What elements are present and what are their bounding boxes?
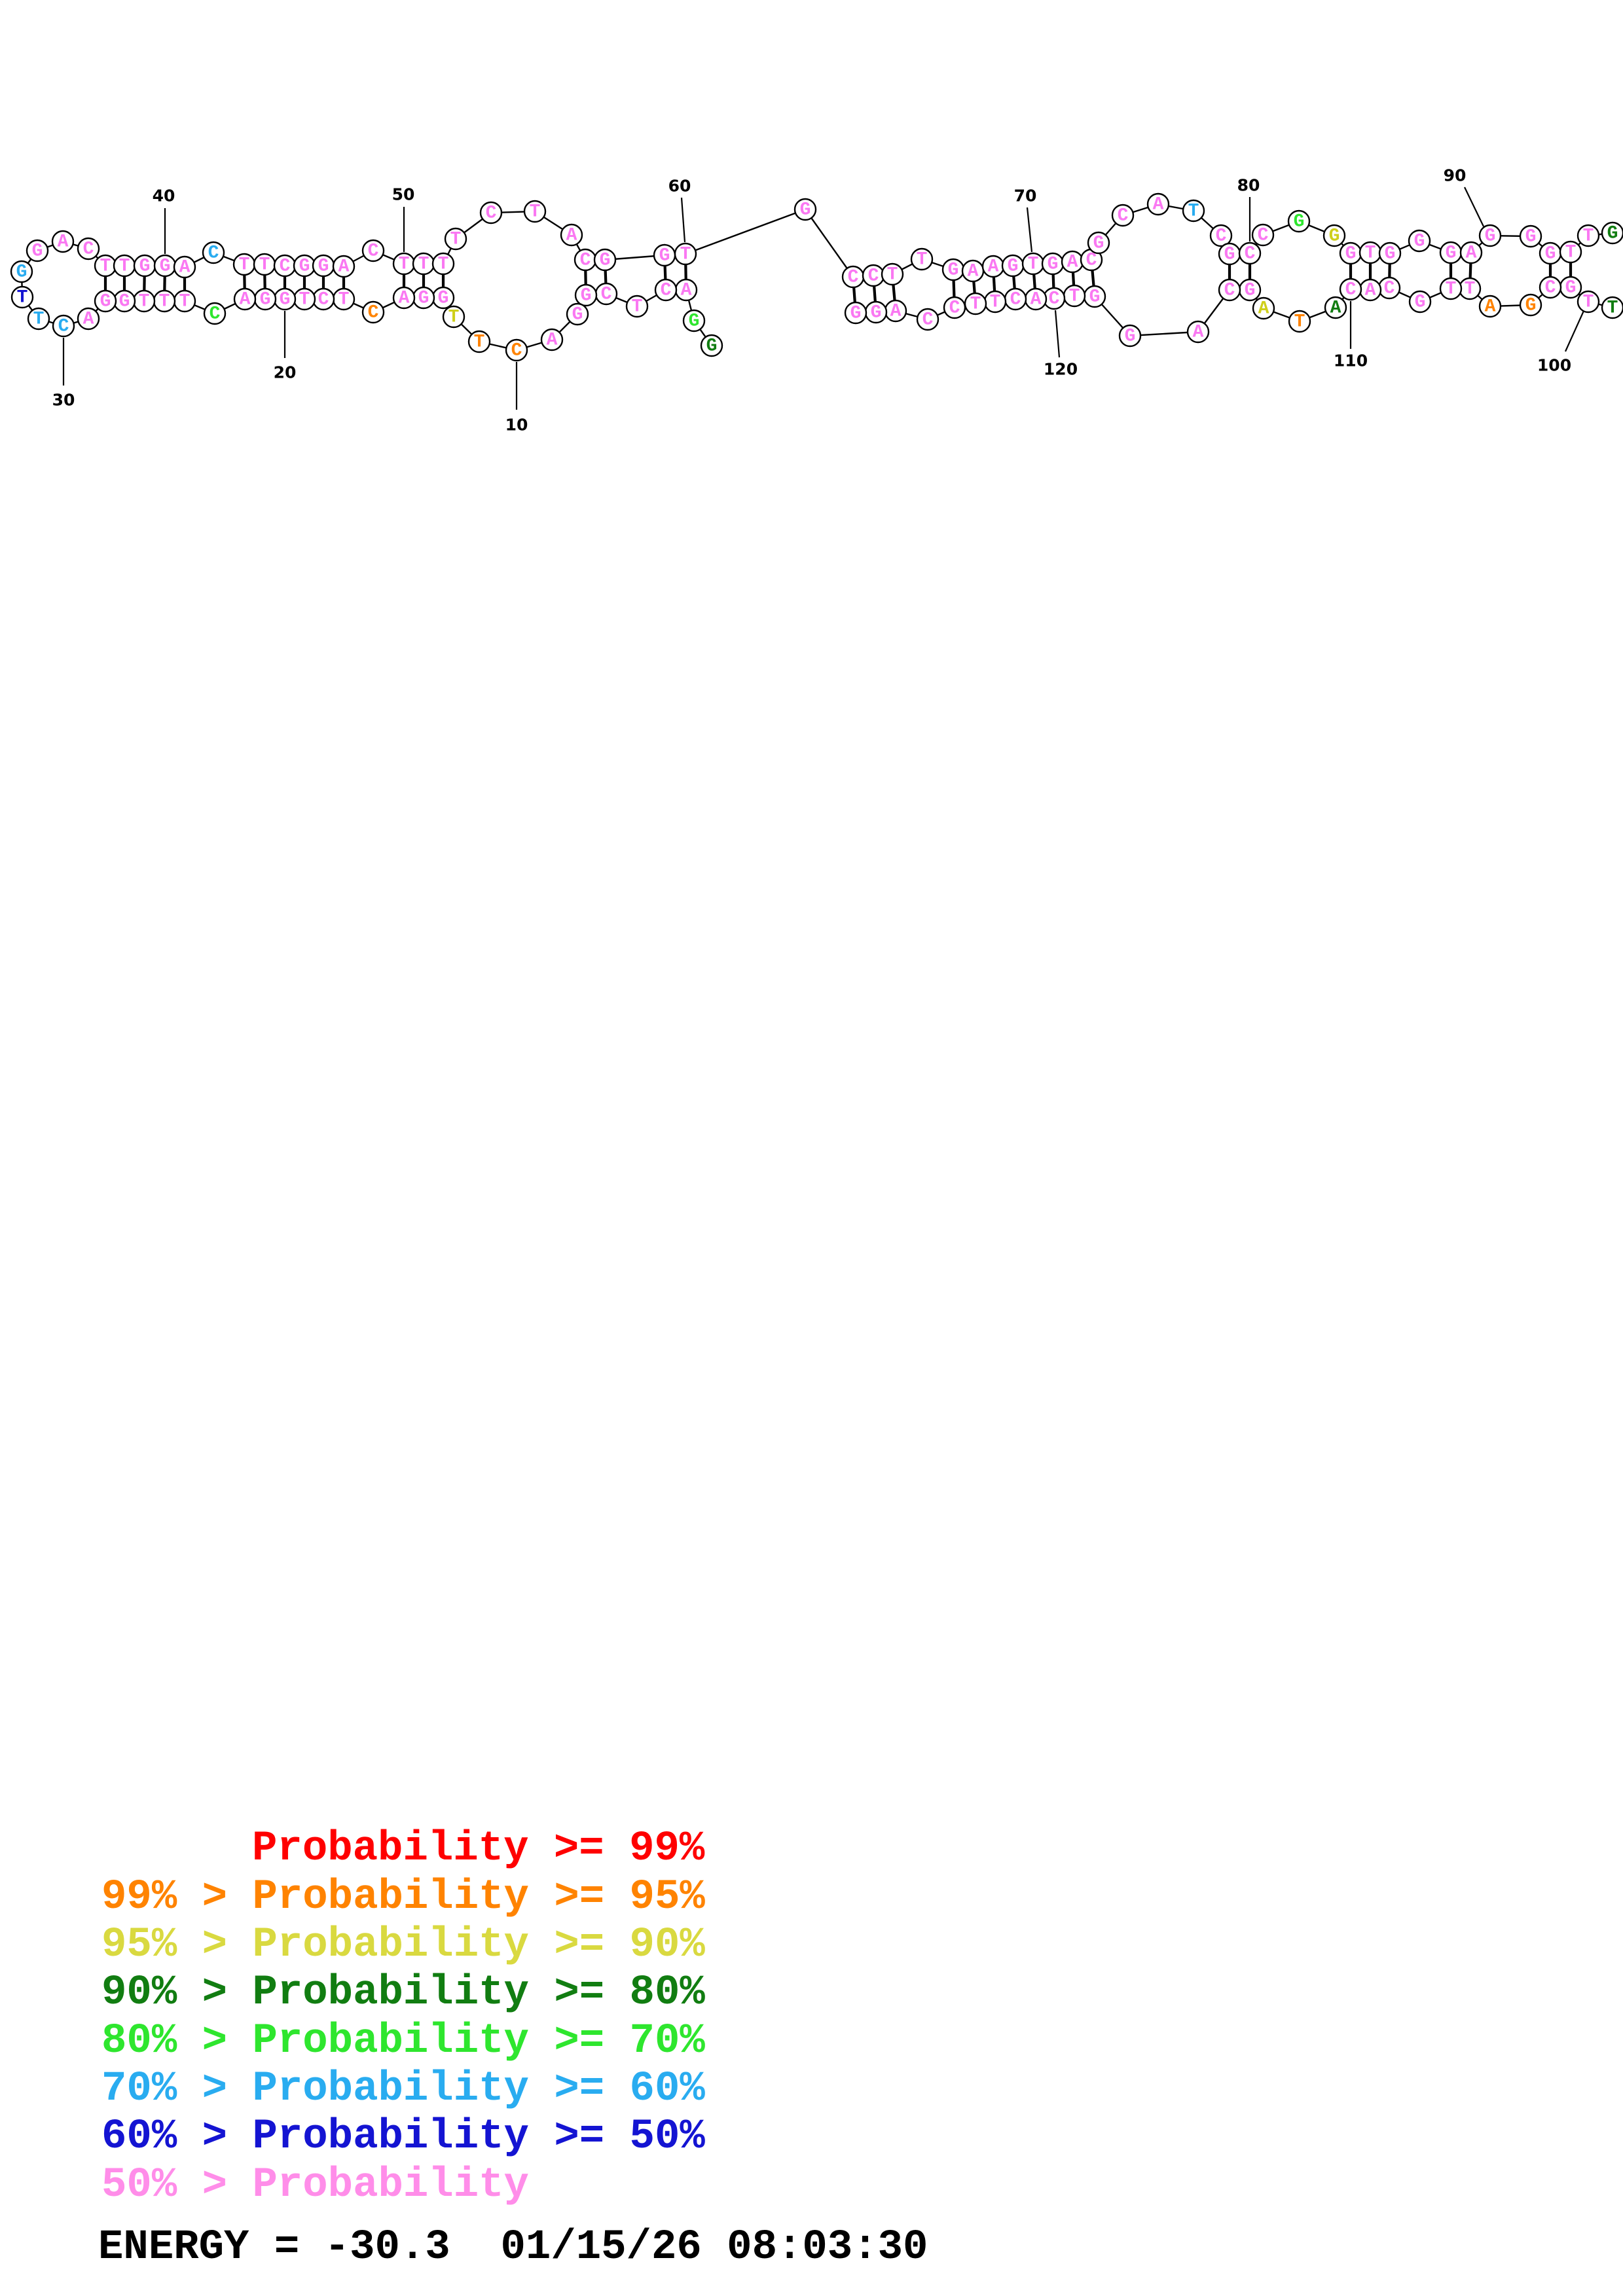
legend-line: 70% > Probability >= 60% (101, 2066, 705, 2113)
nucleotide-letter: G (1607, 223, 1618, 244)
nucleotide-letter: G (1413, 231, 1425, 252)
nucleotide-letter: T (119, 256, 130, 277)
nucleotide-letter: T (138, 291, 150, 312)
position-label-line (1465, 187, 1484, 226)
position-label: 30 (52, 390, 75, 410)
nucleotide-letter: A (82, 309, 94, 330)
nucleotide-letter: G (159, 256, 171, 277)
nucleotide-letter: G (850, 303, 862, 324)
nucleotide-letter: G (688, 311, 700, 332)
nucleotide-letter: C (209, 304, 221, 325)
nucleotide-letter: T (1068, 286, 1080, 307)
position-label: 40 (152, 186, 175, 206)
nucleotide-letter: C (922, 310, 934, 331)
nucleotide-letter: T (916, 249, 928, 270)
nucleotide-letter: G (1414, 292, 1426, 313)
legend-line: 80% > Probability >= 70% (101, 2018, 705, 2065)
position-label: 110 (1333, 351, 1368, 370)
nucleotide-letter: G (1224, 244, 1235, 265)
position-label: 50 (392, 185, 415, 204)
nucleotide-letter: A (890, 301, 902, 322)
position-label: 60 (668, 176, 691, 196)
nucleotide-letter: G (659, 245, 670, 266)
nucleotide-letter: C (279, 256, 291, 277)
nucleotide-letter: G (1328, 226, 1340, 247)
nucleotide-letter: G (318, 256, 329, 277)
position-label: 90 (1443, 166, 1467, 185)
position-label: 20 (273, 363, 297, 382)
energy-and-timestamp: ENERGY = -30.3 01/15/26 08:03:30 (98, 2224, 928, 2271)
nucleotide-letter: C (600, 284, 612, 305)
nucleotide-letter: T (1364, 243, 1376, 264)
nucleotide-letter: T (418, 254, 429, 275)
nucleotide-letter: T (1027, 254, 1039, 275)
backbone-edge (805, 209, 853, 277)
nucleotide-letter: G (119, 291, 130, 312)
nucleotide-letter: T (338, 289, 350, 310)
nucleotide-letter: A (1364, 280, 1376, 301)
nucleotide-letter: A (967, 261, 979, 282)
position-label-line (682, 198, 685, 242)
nucleotide-letter: A (987, 257, 999, 278)
nucleotide-letter: G (599, 250, 611, 271)
nucleotide-letter: T (970, 294, 981, 315)
nucleotide-letter: C (1345, 279, 1357, 300)
legend-line: 99% > Probability >= 95% (101, 1874, 705, 1921)
nucleotide-letter: A (680, 280, 692, 301)
nucleotide-letter: A (398, 288, 410, 309)
nucleotide-letter: G (279, 289, 291, 310)
nucleotide-letter: C (1215, 226, 1227, 247)
nucleotide-letter: T (989, 292, 1001, 313)
nucleotide-letter: G (1244, 280, 1256, 301)
nucleotide-letter: C (208, 243, 219, 264)
nucleotide-letter: A (338, 257, 350, 278)
nucleotide-letter: G (580, 285, 592, 306)
nucleotide-letter: G (1445, 243, 1457, 264)
nucleotide-letter: C (82, 239, 94, 260)
nucleotide-letter: C (1048, 289, 1060, 310)
nucleotide-letter: G (1525, 295, 1537, 316)
nucleotide-letter: C (847, 267, 859, 288)
nucleotide-letter: G (139, 256, 151, 277)
nucleotide-letter: G (1345, 243, 1357, 264)
nucleotide-letter: A (1192, 322, 1204, 343)
nucleotide-letter: G (1384, 243, 1396, 264)
nucleotide-letter: G (259, 289, 271, 310)
nucleotide-letter: T (1445, 279, 1457, 300)
nucleotide-letters (16, 195, 1618, 361)
nucleotide-letter: G (572, 304, 583, 325)
backbone-edges (22, 201, 1613, 350)
nucleotide-letter: T (1294, 312, 1305, 332)
nucleotide-letter: A (1152, 194, 1164, 215)
nucleotide-letter: G (706, 336, 718, 357)
nucleotide-letter: G (1525, 226, 1537, 247)
position-label-line (1027, 207, 1032, 252)
nucleotide-letter: T (529, 202, 541, 223)
nucleotide-letter: C (511, 340, 522, 361)
position-label: 10 (505, 415, 528, 435)
nucleotide-letter: T (1565, 242, 1577, 263)
nucleotide-letter: G (418, 288, 429, 309)
nucleotide-letter: G (1565, 278, 1577, 298)
nucleotide-letter: G (1293, 211, 1305, 232)
nucleotide-letter: G (437, 288, 449, 309)
nucleotide-letter: C (58, 316, 69, 337)
nucleotide-letter: A (239, 289, 251, 310)
nucleotide-letter: T (1464, 279, 1476, 300)
nucleotide-letter: T (1582, 292, 1594, 313)
nucleotide-letter: A (546, 330, 558, 351)
nucleotide-letter: T (16, 287, 28, 308)
nucleotide-letter: C (318, 289, 329, 310)
nucleotide-letter: T (1582, 226, 1594, 247)
nucleotide-letter: A (57, 232, 69, 253)
nucleotide-letter: T (179, 291, 191, 312)
backbone-edge (685, 209, 805, 254)
nucleotide-letter: G (31, 241, 43, 262)
nucleotide-letter: T (398, 254, 410, 275)
nucleotide-letter: G (1047, 254, 1059, 275)
legend-line: 90% > Probability >= 80% (101, 1969, 705, 2017)
nucleotide-letter: T (33, 309, 45, 330)
nucleotide-letter: A (566, 225, 577, 246)
nucleotide-letter: C (367, 302, 379, 323)
nucleotide-letter: A (1258, 298, 1269, 319)
nucleotide-letter: G (100, 291, 111, 312)
nucleotide-letter: T (238, 255, 250, 276)
nucleotide-letter: C (1257, 225, 1269, 246)
nucleotide-circles (11, 194, 1623, 361)
nucleotide-letter: A (1030, 289, 1042, 310)
legend-line: 60% > Probability >= 50% (101, 2113, 705, 2161)
nucleotide-letter: C (579, 250, 591, 271)
nucleotide-letter: A (1067, 252, 1078, 273)
nucleotide-letter: T (158, 291, 170, 312)
nucleotide-letter: C (1117, 206, 1129, 226)
nucleotide-letter: C (1224, 280, 1235, 301)
nucleotide-letter: T (1188, 201, 1199, 222)
nucleotide-letter: A (1330, 298, 1341, 319)
position-label-line (1565, 311, 1584, 351)
nucleotide-letter: G (799, 200, 811, 221)
nucleotide-letter: A (179, 257, 191, 278)
nucleotide-letter: A (1465, 243, 1477, 264)
nucleotide-letter: T (100, 256, 111, 277)
nucleotide-letter: C (1383, 278, 1395, 299)
nucleotide-letter: G (947, 260, 959, 281)
nucleotide-letter: T (437, 254, 449, 275)
nucleotide-letter: C (367, 241, 379, 262)
nucleotide-letter: C (1244, 243, 1256, 264)
nucleotide-letter: T (631, 296, 643, 317)
nucleotide-letter: G (870, 302, 882, 323)
nucleotide-letter: T (299, 289, 310, 310)
nucleotide-letter: C (1085, 250, 1097, 271)
position-label-line (1055, 310, 1059, 357)
nucleotide-letter: C (1010, 289, 1021, 310)
nucleotide-letter: G (1124, 326, 1136, 347)
position-label: 120 (1043, 359, 1078, 379)
nucleotide-letter: T (473, 332, 485, 353)
nucleotide-letter: G (1089, 287, 1101, 308)
legend-line: 50% > Probability (101, 2162, 529, 2209)
nucleotide-letter: G (1093, 233, 1104, 254)
nucleotide-letter: T (450, 229, 462, 250)
legend-line: 95% > Probability >= 90% (101, 1922, 705, 1969)
nucleotide-letter: T (1607, 298, 1618, 319)
nucleotide-letter: G (1544, 243, 1556, 264)
nucleotide-letter: C (485, 203, 497, 224)
nucleotide-letter: G (16, 262, 27, 283)
nucleotide-letter: C (660, 280, 672, 301)
nucleotide-letter: G (1484, 226, 1496, 247)
nucleotide-letter: C (1544, 278, 1556, 298)
nucleotide-letter: G (299, 256, 310, 277)
position-label: 100 (1537, 355, 1572, 375)
nucleotide-letter: T (886, 264, 898, 285)
nucleotide-letter: T (680, 244, 691, 265)
legend-line: Probability >= 99% (252, 1825, 705, 1873)
nucleotide-letter: T (259, 255, 270, 276)
position-label: 70 (1013, 186, 1037, 206)
nucleotide-letter: A (1484, 296, 1496, 317)
nucleotide-letter: C (867, 266, 879, 287)
nucleotide-letter: G (1007, 256, 1019, 277)
nucleotide-letter: C (949, 298, 960, 319)
position-label: 80 (1237, 175, 1260, 195)
nucleotide-letter: T (448, 307, 460, 328)
